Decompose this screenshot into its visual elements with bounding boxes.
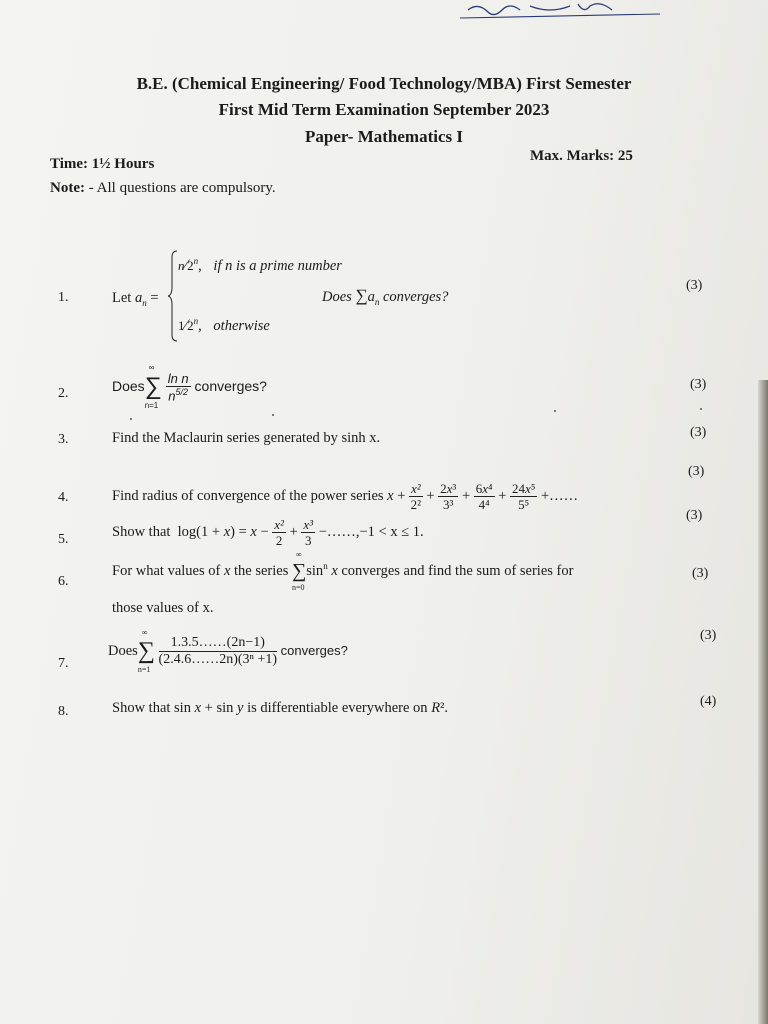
q6-mid: the series — [234, 562, 289, 579]
sigma-symbol: ∑ ∞ n=1 — [144, 363, 162, 411]
q4-prompt: Find radius of convergence of the power series — [112, 487, 384, 504]
note — [50, 180, 276, 197]
case-2-num: 1 — [178, 317, 185, 333]
question-7-number: 7. — [58, 656, 69, 671]
q2-does: Does — [112, 377, 145, 394]
question-8-marks: (4) — [700, 694, 717, 709]
q5-show-that: Show that — [112, 523, 171, 540]
q2-fraction: $\frac{\text{ln n}}{n^{5/2}}$ — [167, 371, 189, 404]
question-4-marks: (3) — [688, 464, 705, 479]
question-7-marks: (3) — [700, 628, 717, 643]
speck — [700, 408, 702, 410]
question-5-text: Show that log(1 + x) = x − $\frac{\text{x²}}{2}$ + $\frac{\text{x³}}{3}$ −……,−1 < x ≤ 1. — [112, 517, 424, 548]
converges-word: converges? — [382, 289, 449, 305]
question-6-number: 6. — [58, 574, 69, 589]
question-6-line2: those values of x. — [112, 600, 214, 616]
question-4-number: 4. — [58, 490, 69, 505]
question-5-number: 5. — [58, 532, 69, 547]
question-3-text: Find the Maclaurin series generated by sinh x. — [112, 430, 381, 446]
let-word: Let — [112, 290, 132, 306]
question-3-marks: (3) — [690, 425, 707, 440]
page-shadow-edge — [758, 380, 768, 1024]
does-word: Does — [322, 289, 352, 305]
q2-denominator: n — [168, 388, 176, 404]
speck — [272, 414, 274, 416]
q8-pre: Show that — [112, 700, 171, 716]
q7-does: Does — [108, 642, 138, 659]
case-1-condition: if n is a prime number — [213, 257, 342, 274]
speck — [130, 418, 132, 420]
question-3-number: 3. — [58, 432, 69, 447]
speck — [554, 410, 556, 412]
case-1-num: n — [178, 257, 185, 273]
a-symbol: a — [134, 290, 143, 306]
question-2-text — [112, 363, 267, 411]
question-2-marks: (3) — [690, 377, 707, 392]
q6-post: converges and find the sum of series for — [341, 562, 574, 579]
piecewise-brace — [168, 250, 178, 342]
case-2-den: 2 — [187, 317, 194, 333]
q7-converges: converges? — [280, 642, 348, 658]
question-8-number: 8. — [58, 704, 69, 719]
question-1-ask: Does $\sum a_n$ converges? — [322, 286, 449, 307]
question-4-text: Find radius of convergence of the power series x + $\frac{\text{x²}}{\text{2²}}$ + $\frac{\text{2x³}}{\text{3³}}$ + $\frac{\text{6x⁴}}{\text{4⁴}}$ + $\frac{\text{24x⁵}}{\text{5⁵}}$ +…… — [112, 481, 579, 512]
q2-numerator: ln n — [167, 371, 189, 386]
question-5-marks: (3) — [686, 508, 703, 523]
question-1-number: 1. — [58, 290, 69, 305]
q5-tail: −……,−1 < x ≤ 1. — [318, 523, 424, 540]
handwritten-signature — [460, 0, 660, 22]
q2-converges: converges? — [194, 377, 267, 394]
case-2-condition: otherwise — [213, 317, 270, 334]
question-6-text: For what values of x the series ∑ ∞ n=0 $\sin^n x$ converges and find the sum of series for — [112, 550, 574, 592]
case-1-den: 2 — [187, 257, 194, 273]
question-2-number: 2. — [58, 386, 69, 401]
max-marks-label: Max. Marks: 25 — [530, 148, 633, 164]
question-1-let: Let $a_n$ = — [112, 290, 159, 308]
question-1-marks: (3) — [686, 278, 703, 293]
case-prime: n⁄2$^n$, if n is a prime number — [178, 256, 342, 274]
question-6-marks: (3) — [692, 566, 709, 581]
time-label: Time: 1½ Hours — [50, 156, 155, 172]
question-8-text: Show that sin x + sin y is differentiable everywhere on R². — [112, 700, 449, 716]
q8-post: is differentiable everywhere on — [247, 700, 428, 716]
q7-numerator: 1.3.5……(2n−1) — [159, 636, 277, 652]
header-line-2: First Mid Term Examination September 2023 — [218, 100, 550, 119]
note-label: Note: — [50, 180, 85, 196]
case-otherwise: 1⁄2$^n$, otherwise — [178, 316, 270, 334]
q6-pre: For what values of — [112, 562, 221, 579]
header-line-1: B.E. (Chemical Engineering/ Food Technology/MBA) First Semester — [136, 74, 632, 93]
note-text: - All questions are compulsory. — [84, 180, 276, 196]
question-7-text: Does∑ ∞ n=1 $\frac{1.3.5\dots\dots(2n-1)}{\text{(2.4.6……2n)(3ⁿ +1)}}$ converges? — [108, 628, 348, 674]
q7-denominator: (2.4.6……2n)(3ⁿ +1) — [158, 652, 277, 667]
equals-sign: = — [146, 290, 159, 306]
header-line-3: Paper- Mathematics I — [305, 127, 463, 146]
